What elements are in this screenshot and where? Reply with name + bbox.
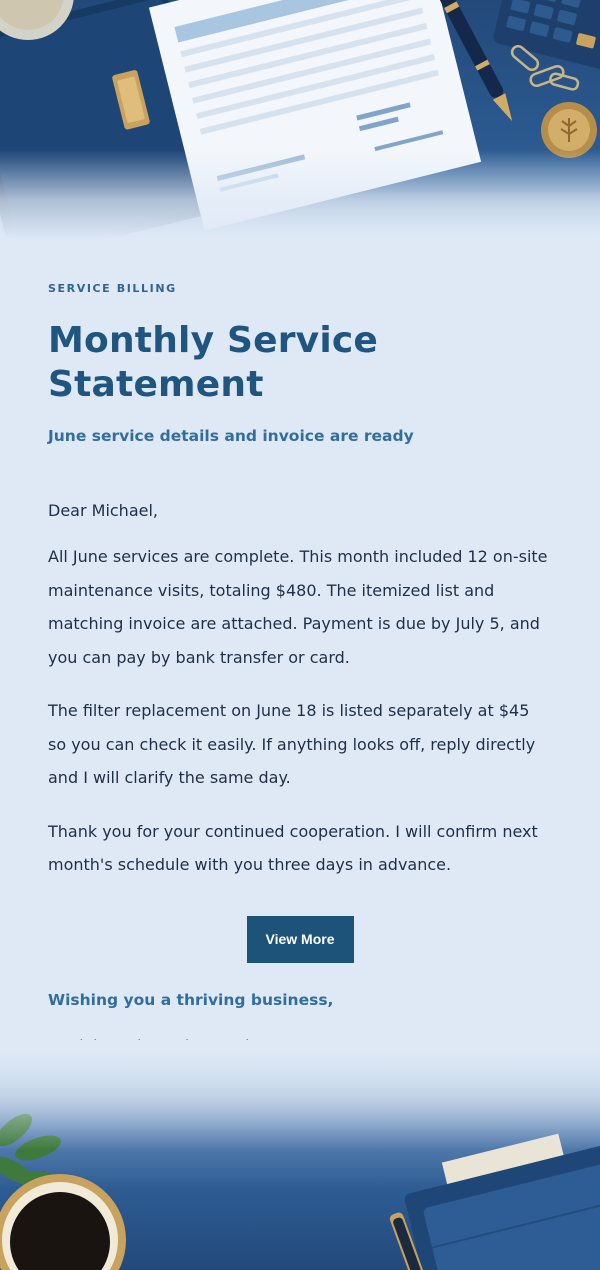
body-paragraph-2: The filter replacement on June 18 is listed separately at $45 so you can check it easily. If anything looks off, reply directly and I will clarify the same day. <box>48 701 536 787</box>
page-title: Monthly Service Statement <box>48 320 379 405</box>
closing-line: Wishing you a thriving business, <box>48 990 334 1009</box>
cta-container <box>48 916 552 963</box>
email-content <box>48 282 552 1055</box>
view-more-button[interactable]: View More <box>247 916 354 963</box>
footer-illustration <box>0 1040 600 1270</box>
page-subtitle: June service details and invoice are ready <box>48 427 414 445</box>
body-paragraph-1: All June services are complete. This month included 12 on-site maintenance visits, totaling $480. The itemized list and matching invoice are attached. Payment is due by July 5, and you can pay by bank transfer or card. <box>48 547 548 667</box>
section-eyebrow: SERVICE BILLING <box>48 282 177 295</box>
body-paragraph-3: Thank you for your continued cooperation. I will confirm next month's schedule with you three days in advance. <box>48 821 538 874</box>
greeting: Dear Michael, <box>48 501 158 520</box>
header-illustration <box>0 0 600 262</box>
